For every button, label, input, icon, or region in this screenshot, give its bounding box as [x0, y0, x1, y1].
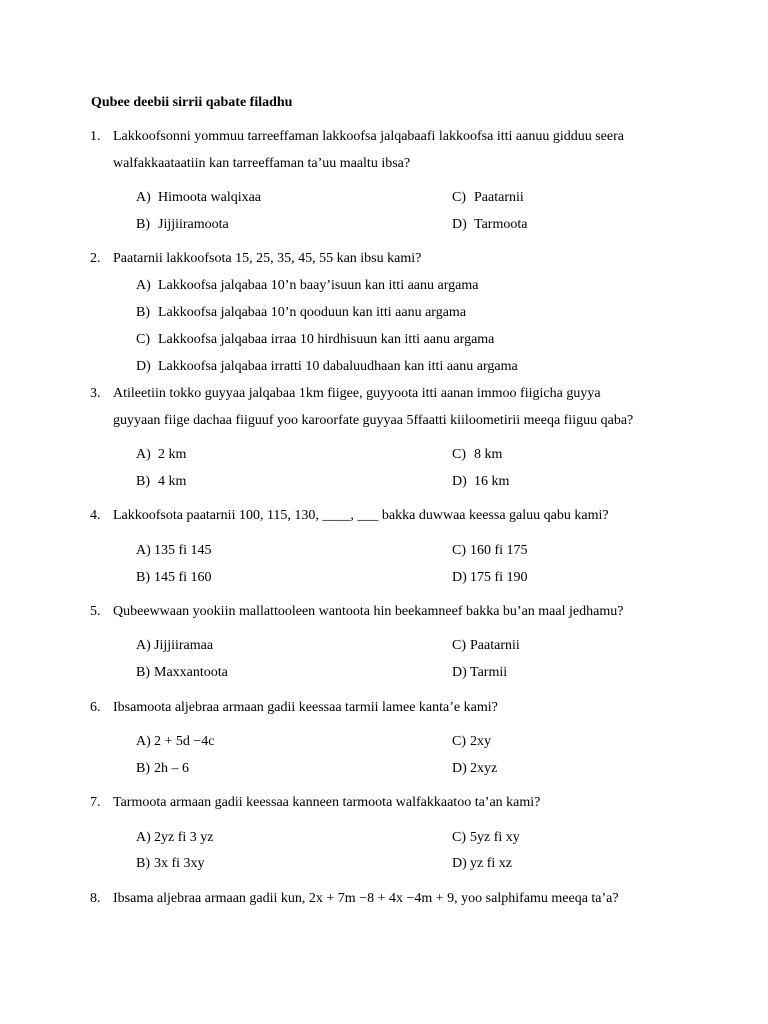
- option-c[interactable]: [452, 542, 528, 560]
- question-number: 1.: [90, 129, 101, 144]
- option-letter: C): [452, 447, 466, 462]
- option-letter: C): [452, 190, 466, 205]
- option-text: Lakkoofsa jalqabaa irraa 10 hirdhisuun kan itti aanu argama: [158, 332, 495, 347]
- option-d[interactable]: [452, 664, 507, 682]
- option-b[interactable]: [136, 216, 229, 234]
- option-letter: C): [136, 332, 150, 347]
- option-a[interactable]: [136, 277, 478, 295]
- worksheet-title: Qubee deebii sirrii qabate filadhu: [91, 95, 293, 110]
- option-d[interactable]: [452, 760, 497, 778]
- option-letter: C): [452, 638, 466, 653]
- option-text: 2 km: [158, 447, 187, 462]
- option-text: yz fi xz: [470, 856, 512, 871]
- option-letter: B): [136, 570, 150, 585]
- option-letter: A): [136, 278, 151, 293]
- option-text: Lakkoofsa jalqabaa 10’n baay’isuun kan itti aanu argama: [158, 278, 479, 293]
- option-b[interactable]: [136, 664, 228, 682]
- option-text: Paatarnii: [474, 190, 524, 205]
- option-letter: C): [452, 734, 466, 749]
- question-text-line-1: Tarmoota armaan gadii keessaa kanneen tarmoota walfakkaatoo ta’an kami?: [113, 795, 541, 810]
- option-letter: B): [136, 761, 150, 776]
- option-text: 2h – 6: [154, 761, 189, 776]
- question-number: 4.: [90, 508, 101, 523]
- question-number: 5.: [90, 604, 101, 619]
- question-text-line-1: Lakkoofsonni yommuu tarreeffaman lakkoofsa jalqabaafi lakkoofsa itti aanuu gidduu seera: [113, 129, 624, 144]
- question-number: 2.: [90, 251, 101, 266]
- option-d[interactable]: [452, 473, 509, 491]
- question-number: 7.: [90, 795, 101, 810]
- question-text-line-1: Atileetiin tokko guyyaa jalqabaa 1km fiigee, guyyoota itti aanan immoo fiigicha guyya: [113, 386, 601, 401]
- option-letter: C): [452, 543, 466, 558]
- option-letter: D): [452, 570, 467, 585]
- option-d[interactable]: [452, 216, 527, 234]
- option-b[interactable]: [136, 569, 212, 587]
- option-d[interactable]: [452, 855, 512, 873]
- option-c[interactable]: [452, 189, 524, 207]
- option-text: 135 fi 145: [154, 543, 212, 558]
- option-text: 145 fi 160: [154, 570, 212, 585]
- option-text: 2xy: [470, 734, 491, 749]
- option-letter: D): [452, 665, 467, 680]
- option-text: 2 + 5d −4c: [154, 734, 215, 749]
- option-letter: C): [452, 830, 466, 845]
- option-text: 175 fi 190: [470, 570, 528, 585]
- option-d[interactable]: [452, 569, 528, 587]
- option-text: Tarmii: [470, 665, 508, 680]
- option-letter: A): [136, 190, 151, 205]
- option-letter: A): [136, 447, 151, 462]
- option-c[interactable]: [452, 637, 520, 655]
- question-text-line-1: Ibsamoota aljebraa armaan gadii keessaa tarmii lamee kanta’e kami?: [113, 700, 498, 715]
- option-text: 2yz fi 3 yz: [154, 830, 214, 845]
- option-c[interactable]: [452, 446, 502, 464]
- question-text-line-1: Qubeewwaan yookiin mallattooleen wantoota hin beekamneef bakka bu’an maal jedhamu?: [113, 604, 624, 619]
- option-text: Himoota walqixaa: [158, 190, 262, 205]
- option-text: 16 km: [474, 474, 510, 489]
- option-a[interactable]: [136, 829, 213, 847]
- option-letter: B): [136, 856, 150, 871]
- option-text: 160 fi 175: [470, 543, 528, 558]
- option-letter: A): [136, 830, 151, 845]
- option-text: 3x fi 3xy: [154, 856, 205, 871]
- option-b[interactable]: [136, 473, 186, 491]
- question-text-line-1: Ibsama aljebraa armaan gadii kun, 2x + 7m −8 + 4x −4m + 9, yoo salphifamu meeqa ta’a?: [113, 891, 619, 906]
- option-letter: D): [136, 359, 151, 374]
- option-a[interactable]: [136, 542, 212, 560]
- option-letter: A): [136, 543, 151, 558]
- option-c[interactable]: [452, 733, 491, 751]
- question-text-line-2: walfakkaataatiin kan tarreeffaman ta’uu maaltu ibsa?: [113, 156, 411, 171]
- option-letter: B): [136, 217, 150, 232]
- option-letter: B): [136, 474, 150, 489]
- option-b[interactable]: [136, 760, 189, 778]
- question-text-line-2: guyyaan fiige dachaa fiiguuf yoo karoorfate guyyaa 5ffaatti kiiloometirii meeqa fiiguu qaba?: [113, 413, 634, 428]
- option-c[interactable]: [452, 829, 520, 847]
- option-text: Tarmoota: [474, 217, 528, 232]
- question-text-line-1: Paatarnii lakkoofsota 15, 25, 35, 45, 55 kan ibsu kami?: [113, 251, 422, 266]
- option-letter: D): [452, 474, 467, 489]
- option-b[interactable]: [136, 855, 205, 873]
- option-text: Paatarnii: [470, 638, 520, 653]
- option-letter: D): [452, 217, 467, 232]
- option-a[interactable]: [136, 189, 261, 207]
- option-text: Lakkoofsa jalqabaa irratti 10 dabaluudhaan kan itti aanu argama: [158, 359, 518, 374]
- question-number: 3.: [90, 386, 101, 401]
- option-c[interactable]: [136, 331, 494, 349]
- option-text: Jijjiiramaa: [154, 638, 214, 653]
- option-text: 8 km: [474, 447, 503, 462]
- question-text-line-1: Lakkoofsota paatarnii 100, 115, 130, ____, ___ bakka duwwaa keessa galuu qabu kami?: [113, 508, 609, 523]
- option-text: 5yz fi xy: [470, 830, 520, 845]
- option-text: 2xyz: [470, 761, 498, 776]
- option-text: 4 km: [158, 474, 187, 489]
- option-a[interactable]: [136, 446, 186, 464]
- option-a[interactable]: [136, 637, 213, 655]
- question-number: 6.: [90, 700, 101, 715]
- option-letter: A): [136, 734, 151, 749]
- option-letter: A): [136, 638, 151, 653]
- option-letter: B): [136, 305, 150, 320]
- option-a[interactable]: [136, 733, 215, 751]
- question-number: 8.: [90, 891, 101, 906]
- option-text: Lakkoofsa jalqabaa 10’n qooduun kan itti aanu argama: [158, 305, 467, 320]
- option-d[interactable]: [136, 358, 518, 376]
- option-b[interactable]: [136, 304, 466, 322]
- option-letter: D): [452, 761, 467, 776]
- option-text: Jijjiiramoota: [158, 217, 229, 232]
- option-text: Maxxantoota: [154, 665, 228, 680]
- option-letter: B): [136, 665, 150, 680]
- option-letter: D): [452, 856, 467, 871]
